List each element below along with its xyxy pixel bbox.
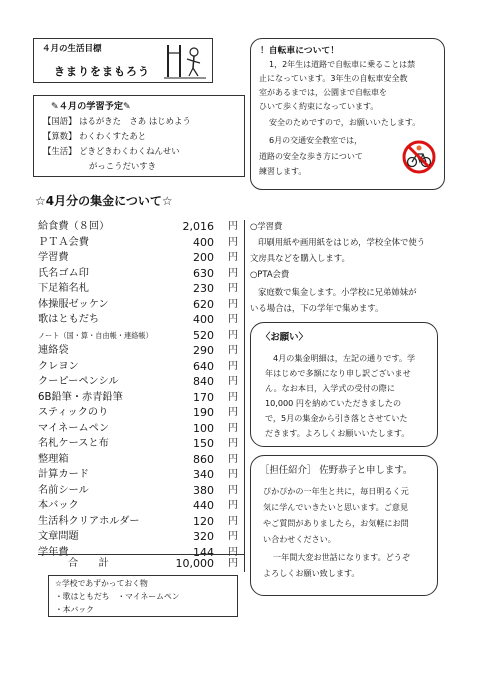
request-line: で，5月の集金から引き落とさせていた	[265, 413, 408, 423]
bicycle-notice-line: 1，2年生は道路で自転車に乗ることは禁	[269, 60, 416, 69]
fee-row	[38, 452, 238, 468]
belongings-box	[48, 575, 238, 617]
fee-unit: 円	[228, 453, 238, 465]
teacher-intro-line: 気に学んでいきたいと思います。ご意見	[263, 502, 409, 512]
fee-item-amount: 620	[193, 297, 214, 311]
note-heading: ○PTA会費	[250, 269, 290, 279]
study-plan-line: 【国語】 はるがきた さあ はじめよう	[43, 116, 191, 126]
fee-item-amount: 340	[193, 468, 214, 481]
fee-unit: 円	[228, 500, 238, 511]
school-gate-icon	[162, 41, 208, 81]
fee-item-amount: 190	[193, 406, 214, 419]
fee-unit: 円	[228, 469, 238, 480]
no-bicycle-icon	[401, 139, 437, 175]
request-line: ん。なお本日，入学式の受付の際に	[265, 383, 395, 393]
bicycle-notice-title: ！自転車について！	[260, 46, 339, 56]
fee-item-name: 名札ケースと布	[38, 438, 109, 449]
fee-row	[38, 281, 238, 297]
fee-item-name: 名前シール	[38, 484, 89, 496]
fee-item-amount: 400	[193, 235, 214, 249]
fee-unit: 円	[228, 558, 238, 569]
fee-unit: 円	[228, 267, 238, 279]
fee-item-name: ＰＴＡ会費	[38, 236, 89, 248]
bicycle-notice-line: 止になっています。3年生の自転車安全教	[259, 74, 408, 83]
fee-total-amount: 10,000	[175, 557, 214, 570]
fee-item-name: 6B鉛筆・赤青鉛筆	[38, 391, 123, 403]
teacher-intro-title: ［担任紹介］ 佐野恭子と申します。	[260, 465, 413, 476]
fee-unit: 円	[228, 314, 238, 325]
teacher-intro-box	[250, 455, 438, 596]
fee-item-name: 下足箱名札	[38, 283, 89, 294]
bicycle-notice-line: ひいて歩く約束になっています。	[259, 102, 379, 111]
request-line: 10,000 円を納めていただきましたの	[265, 398, 402, 408]
request-title: 〈お願い〉	[261, 332, 308, 343]
fee-item-amount: 440	[193, 499, 214, 512]
fee-unit: 円	[228, 329, 238, 341]
fee-unit: 円	[228, 531, 238, 542]
request-line: 4月の集金明細は，左記の通りです。学	[273, 353, 416, 363]
study-plan-title: ✎４月の学習予定✎	[51, 101, 131, 112]
fee-unit: 円	[228, 252, 238, 263]
fee-item-amount: 400	[193, 313, 214, 326]
fee-unit: 円	[228, 484, 238, 496]
fee-total-row	[38, 556, 238, 572]
fee-unit: 円	[228, 438, 238, 449]
fee-item-name: 給食費（８回）	[38, 221, 110, 232]
fee-item-name: スティックのり	[38, 407, 109, 418]
fee-item-amount: 144	[193, 545, 214, 559]
fee-unit: 円	[228, 236, 238, 248]
fee-item-name: 整理箱	[38, 453, 69, 465]
fee-unit: 円	[228, 360, 238, 372]
fee-unit: 円	[228, 407, 238, 418]
belongings-line: ・歌はともだち ・マイネームペン	[55, 592, 180, 601]
belongings-line: ・本バック	[55, 605, 94, 614]
fee-row	[38, 312, 238, 328]
monthly-goal-label: ４月の生活目標	[42, 44, 102, 54]
fee-item-amount: 320	[193, 530, 214, 543]
study-plan-line: がっこうだいすき	[89, 161, 156, 171]
fee-item-name: 体操服ゼッケン	[38, 298, 109, 310]
study-plan-box	[33, 95, 245, 177]
fee-item-name: 計算カード	[38, 469, 89, 480]
pencil-icon: ✎	[51, 101, 59, 112]
fee-row	[38, 514, 238, 530]
bicycle-notice-line: 6月の交通安全教室では，	[269, 136, 363, 145]
fee-row	[38, 219, 238, 235]
fee-item-name: クーピーペンシル	[38, 376, 119, 387]
request-line: 年はじめで多額になり申し訳ございませ	[265, 368, 411, 378]
request-box	[250, 322, 438, 447]
fee-unit: 円	[228, 546, 238, 558]
bicycle-notice-line: 室があるまでは，公園まで自転車を	[259, 88, 387, 97]
fee-unit: 円	[228, 391, 238, 403]
monthly-goal-text: きまりをまもろう	[54, 65, 150, 78]
fee-item-name: マイネームペン	[38, 422, 110, 434]
fee-column-divider	[244, 220, 245, 572]
fee-item-name: 歌はともだち	[38, 314, 100, 325]
fee-row	[38, 421, 238, 437]
fee-item-amount: 120	[193, 514, 214, 528]
fee-item-amount: 100	[193, 421, 214, 435]
fee-total-divider	[38, 554, 244, 555]
fee-item-amount: 150	[193, 437, 214, 450]
fee-row	[38, 529, 238, 545]
fee-item-name: 連絡袋	[38, 345, 69, 356]
fee-item-amount: 840	[193, 375, 214, 388]
fee-row	[38, 266, 238, 282]
fee-row	[38, 359, 238, 375]
study-plan-line: 【生活】 どきどきわくわくねんせい	[43, 146, 180, 156]
fee-item-amount: 640	[193, 359, 214, 373]
fee-row	[38, 467, 238, 483]
fee-item-amount: 230	[193, 282, 214, 295]
fee-row	[38, 436, 238, 452]
fee-unit: 円	[228, 515, 238, 527]
study-plan-line: 【算数】 わくわくすたあと	[43, 131, 147, 141]
teacher-intro-line: よろしくお願い致します。	[263, 568, 360, 578]
fee-row	[38, 374, 238, 390]
bicycle-notice-line: 道路の安全な歩き方について	[259, 152, 363, 161]
fee-item-name: 学年費	[38, 546, 69, 558]
fee-item-amount: 520	[193, 328, 214, 342]
fee-item-amount: 630	[193, 266, 214, 280]
fee-item-name: 氏名ゴム印	[38, 267, 89, 279]
teacher-intro-line: 一年間大変お世話になります。どうぞ	[273, 552, 410, 562]
fee-item-amount: 290	[193, 344, 214, 357]
fee-item-name: ノート（国・算・自由帳・連絡帳）	[38, 330, 153, 340]
fee-total-label: 合 計	[68, 558, 109, 569]
fee-unit: 円	[228, 376, 238, 387]
teacher-intro-line: ぴかぴかの一年生と共に，毎日明るく元	[263, 486, 409, 496]
fee-item-name: 文章問題	[38, 531, 79, 542]
teacher-intro-line: い合わせください。	[263, 534, 336, 544]
bicycle-notice-line: 安全のためですので，お願いいたします。	[269, 118, 421, 127]
fee-unit: 円	[228, 283, 238, 294]
fee-unit: 円	[228, 221, 238, 232]
pencil-icon: ✎	[123, 101, 131, 112]
note-line: 印刷用紙や画用紙をはじめ，学校全体で使う	[258, 237, 426, 247]
fee-item-amount: 170	[193, 390, 214, 404]
teacher-intro-line: やご質問がありましたら，お気軽にお問	[263, 518, 409, 528]
fee-item-amount: 380	[193, 483, 214, 497]
monthly-goal-box	[33, 38, 213, 83]
fee-unit: 円	[228, 422, 238, 434]
note-line: いる場合は，下の学年で集めます。	[250, 303, 384, 313]
fee-unit: 円	[228, 298, 238, 310]
fee-unit: 円	[228, 345, 238, 356]
fee-item-amount: 860	[193, 452, 214, 466]
note-line: 文房具などを購入します。	[250, 253, 350, 263]
belongings-title: ☆学校であずかっておく物	[55, 579, 148, 588]
fee-item-name: 学習費	[38, 252, 69, 263]
fee-item-name: クレヨン	[38, 360, 79, 372]
fees-heading: ☆4月分の集金について☆	[35, 194, 173, 208]
bicycle-notice-line: 練習します。	[259, 167, 307, 176]
fee-item-name: 生活科クリアホルダー	[38, 515, 140, 527]
fee-row	[38, 250, 238, 266]
fee-row	[38, 390, 238, 406]
fee-item-amount: 200	[193, 251, 214, 264]
fee-row	[38, 498, 238, 514]
fee-row	[38, 405, 238, 421]
fee-item-name: 本バック	[38, 500, 79, 511]
fee-row	[38, 235, 238, 251]
note-heading: ○学習費	[250, 221, 283, 231]
fee-item-amount: 2,016	[182, 220, 214, 233]
fee-row	[38, 343, 238, 359]
note-line: 家庭数で集金します。小学校に兄弟姉妹が	[258, 287, 417, 297]
request-line: だきます。よろしくお願いいたします。	[265, 428, 410, 438]
fee-row	[38, 297, 238, 313]
fee-row	[38, 328, 238, 344]
fee-row	[38, 483, 238, 499]
bicycle-notice-box	[250, 38, 445, 190]
